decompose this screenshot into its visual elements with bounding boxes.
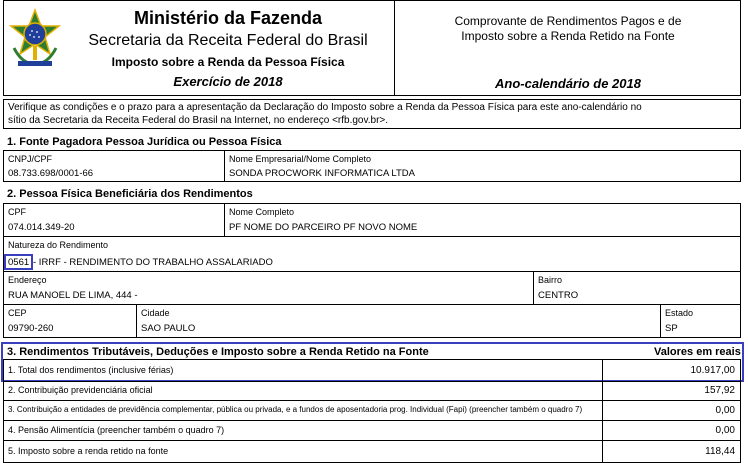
table-row-label: 1. Total dos rendimentos (inclusive férias) bbox=[8, 365, 174, 375]
exercise-year: Exercício de 2018 bbox=[173, 74, 283, 89]
table-row-value: 10.917,00 bbox=[690, 365, 735, 376]
tax-name: Imposto sobre a Renda da Pessoa Física bbox=[111, 55, 345, 69]
divider bbox=[3, 381, 741, 382]
cep-label: CEP bbox=[8, 308, 27, 318]
divider bbox=[602, 359, 603, 463]
section1-title: 1. Fonte Pagadora Pessoa Jurídica ou Pessoa Física bbox=[7, 136, 282, 148]
table-row-label: 4. Pensão Alimentícia (preencher também o quadro 7) bbox=[8, 425, 225, 435]
secretariat-title: Secretaria da Receita Federal do Brasil bbox=[88, 32, 368, 49]
divider bbox=[3, 236, 741, 237]
divider bbox=[136, 304, 137, 338]
table-row-label: 3. Contribuição a entidades de previdência complementar, pública ou privada, e a fundos de aposentadoria prog. Individual (Fapi) (preencher também o quadro 7) bbox=[8, 405, 583, 414]
table-row-label: 5. Imposto sobre a renda retido na fonte bbox=[8, 446, 169, 456]
divider bbox=[3, 304, 741, 305]
divider bbox=[660, 304, 661, 338]
divider bbox=[3, 440, 741, 441]
nature-description: - IRRF - RENDIMENTO DO TRABALHO ASSALARIADO bbox=[33, 257, 273, 268]
nature-code: 0561 bbox=[8, 257, 30, 268]
district-value: CENTRO bbox=[538, 290, 579, 301]
divider bbox=[3, 400, 741, 401]
divider bbox=[224, 150, 225, 182]
cnpj-value: 08.733.698/0001-66 bbox=[8, 168, 94, 179]
district-label: Bairro bbox=[538, 275, 563, 285]
nature-label: Natureza do Rendimento bbox=[8, 240, 109, 250]
state-label: Estado bbox=[665, 308, 694, 318]
values-header: Valores em reais bbox=[654, 346, 741, 358]
cep-value: 09790-260 bbox=[8, 323, 54, 334]
brazil-coat-of-arms-icon bbox=[8, 8, 63, 70]
divider bbox=[3, 420, 741, 421]
document-title-line1: Comprovante de Rendimentos Pagos e de bbox=[454, 14, 682, 28]
city-label: Cidade bbox=[141, 308, 170, 318]
payer-name-value: SONDA PROCWORK INFORMATICA LTDA bbox=[229, 168, 415, 179]
divider bbox=[224, 203, 225, 236]
section2-title: 2. Pessoa Física Beneficiária dos Rendimentos bbox=[7, 188, 253, 200]
state-value: SP bbox=[665, 323, 678, 334]
city-value: SAO PAULO bbox=[141, 323, 196, 334]
address-label: Endereço bbox=[8, 275, 47, 285]
ministry-title: Ministério da Fazenda bbox=[133, 8, 323, 28]
cpf-value: 074.014.349-20 bbox=[8, 222, 75, 233]
notice-line2: sítio da Secretaria da Receita Federal do Brasil na Internet, no endereço <rfb.gov.br>. bbox=[8, 115, 389, 126]
cnpj-label: CNPJ/CPF bbox=[8, 154, 53, 164]
divider bbox=[3, 271, 741, 272]
table-row-label: 2. Contribuição previdenciária oficial bbox=[8, 385, 153, 395]
table-row-value: 0,00 bbox=[715, 425, 735, 436]
notice-line1: Verifique as condições e o prazo para a apresentação da Declaração do Imposto sobre a Renda da Pessoa Física para este ano-calendário no bbox=[8, 102, 642, 113]
table-row-value: 0,00 bbox=[715, 405, 735, 416]
payer-name-label: Nome Empresarial/Nome Completo bbox=[229, 154, 372, 164]
beneficiary-name-value: PF NOME DO PARCEIRO PF NOVO NOME bbox=[229, 222, 418, 233]
table-row-value: 157,92 bbox=[704, 385, 735, 396]
document-title-line2: Imposto sobre a Renda Retido na Fonte bbox=[461, 29, 675, 43]
cpf-label: CPF bbox=[8, 207, 26, 217]
beneficiary-name-label: Nome Completo bbox=[229, 207, 295, 217]
address-value: RUA MANOEL DE LIMA, 444 - bbox=[8, 290, 138, 301]
table-row-value: 118,44 bbox=[705, 446, 735, 457]
calendar-year: Ano-calendário de 2018 bbox=[495, 76, 641, 91]
section3-title: 3. Rendimentos Tributáveis, Deduções e Imposto sobre a Renda Retido na Fonte bbox=[7, 346, 429, 358]
divider bbox=[533, 271, 534, 304]
